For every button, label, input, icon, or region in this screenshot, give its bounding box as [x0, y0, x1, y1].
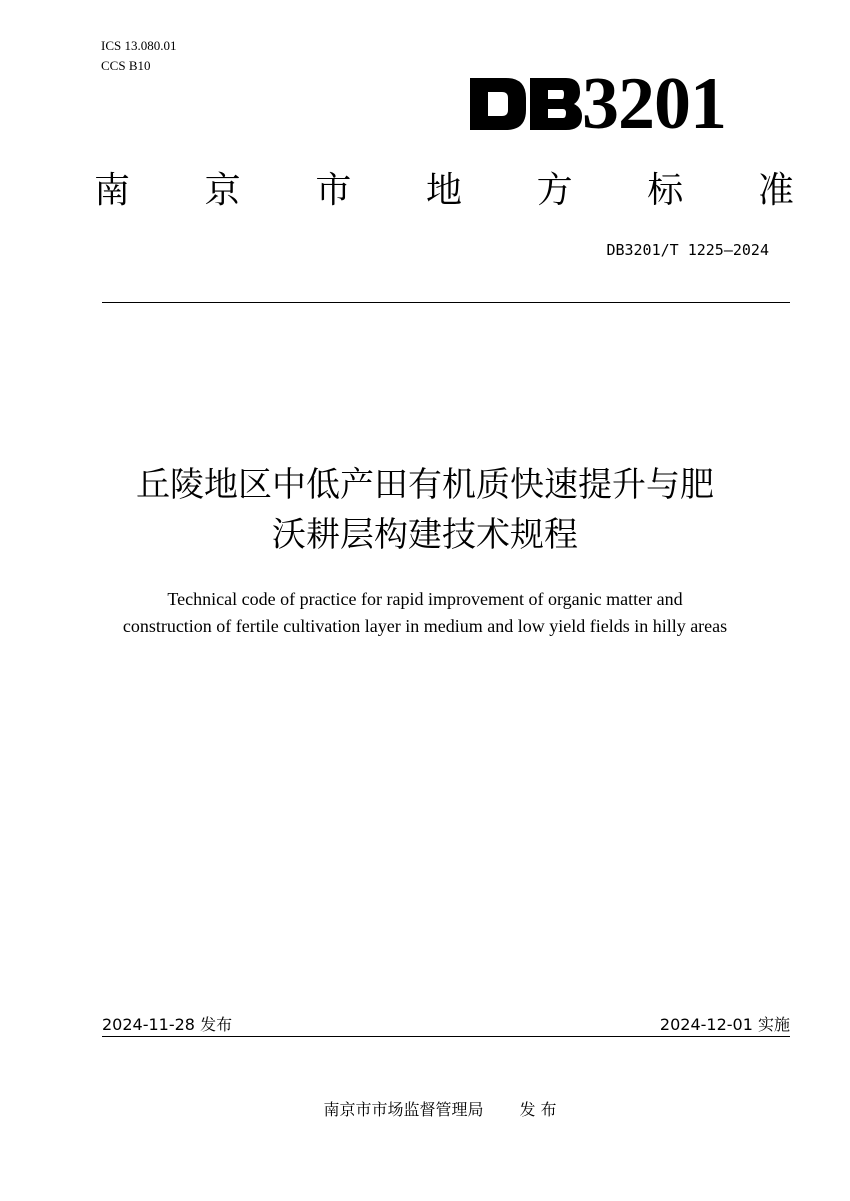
publisher-action: 发 布: [519, 1100, 557, 1119]
standard-type-char: 准: [757, 169, 794, 211]
db-logo-number: 3201: [582, 63, 726, 145]
ics-code: ICS 13.080.01: [101, 38, 177, 53]
standard-type-char: 地: [425, 169, 462, 211]
ccs-code: CCS B10: [101, 58, 151, 73]
title-chinese: [60, 460, 790, 560]
standard-type-char: 市: [315, 169, 352, 211]
publisher: [0, 1098, 850, 1122]
standard-number: DB3201/T 1225—2024: [606, 241, 769, 259]
implementation-date: 2024-12-01 实施: [659, 1015, 790, 1034]
publisher-name: 南京市市场监督管理局: [323, 1100, 484, 1119]
title-english-line: construction of fertile cultivation layer in medium and low yield fields in hilly areas: [122, 616, 728, 636]
title-chinese-line: 沃耕层构建技术规程: [272, 515, 578, 555]
footer-divider: [102, 1036, 790, 1037]
issue-date: 2024-11-28 发布: [102, 1015, 233, 1034]
title-chinese-line: 丘陵地区中低产田有机质快速提升与肥: [136, 465, 714, 505]
standard-type: [94, 162, 794, 212]
title-english: [60, 586, 790, 640]
standard-type-char: 方: [536, 169, 573, 211]
header-divider: [102, 302, 790, 303]
standard-type-char: 南: [94, 169, 131, 211]
title-english-line: Technical code of practice for rapid improvement of organic matter and: [167, 589, 683, 609]
standard-type-char: 标: [647, 169, 684, 211]
db-logo-letters: [470, 78, 582, 130]
standard-type-char: 京: [204, 169, 241, 211]
